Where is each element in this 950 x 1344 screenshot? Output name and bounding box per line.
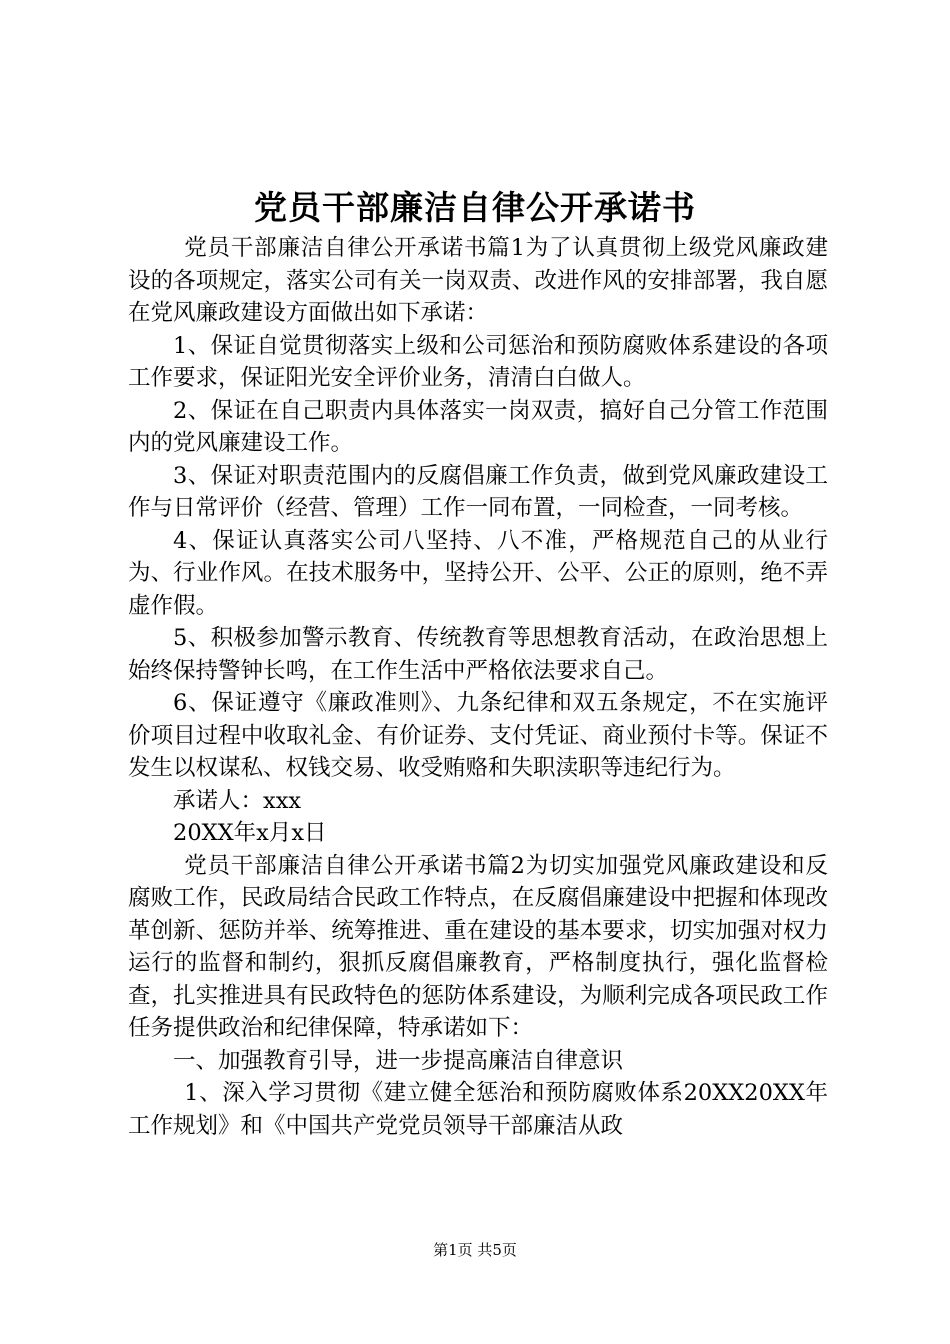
paragraph-item-5: 5、积极参加警示教育、传统教育等思想教育活动，在政治思想上始终保持警钟长鸣，在工作生活中严格依法要求自己。 [128,625,828,684]
date-line: 20XX年x月x日 [173,820,327,846]
paragraph-item-1: 1、保证自觉贯彻落实上级和公司惩治和预防腐败体系建设的各项工作要求，保证阳光安全评价业务，清清白白做人。 [128,332,828,391]
document-body [128,232,828,1142]
page-indicator: 第1页 共5页 [433,1241,517,1259]
paragraph-item-3: 3、保证对职责范围内的反腐倡廉工作负责，做到党风廉政建设工作与日常评价（经营、管理）工作一同布置，一同检查，一同考核。 [128,462,828,521]
paragraph-intro-1: 党员干部廉洁自律公开承诺书篇1为了认真贯彻上级党风廉政建设的各项规定，落实公司有关一岗双责、改进作风的安排部署，我自愿在党风廉政建设方面做出如下承诺： [128,235,828,326]
signature-line: 承诺人：xxx [173,787,302,814]
paragraph-item-6: 6、保证遵守《廉政准则》、九条纪律和双五条规定，不在实施评价项目过程中收取礼金、有价证券、支付凭证、商业预付卡等。保证不发生以权谋私、权钱交易、收受贿赂和失职渎职等违纪行为。 [128,690,828,781]
paragraph-item-4: 4、保证认真落实公司八坚持、八不准，严格规范自己的从业行为、行业作风。在技术服务中，坚持公开、公平、公正的原则，绝不弄虚作假。 [128,527,828,619]
document-title: 党员干部廉洁自律公开承诺书 [254,188,696,227]
paragraph-intro-2: 党员干部廉洁自律公开承诺书篇2为切实加强党风廉政建设和反腐败工作，民政局结合民政工作特点，在反腐倡廉建设中把握和体现改革创新、惩防并举、统筹推进、重在建设的基本要求，切实加强对权力运行的监督和制约，狠抓反腐倡廉教育，严格制度执行，强化监督检查，扎实推进具有民政特色的惩防体系建设，为顺利完成各项民政工作任务提供政治和纪律保障，特承诺如下： [128,852,828,1041]
section-heading-1: 一、加强教育引导，进一步提高廉洁自律意识 [173,1047,624,1074]
paragraph-item-2: 2、保证在自己职责内具体落实一岗双责，搞好自己分管工作范围内的党风廉建设工作。 [128,397,828,456]
paragraph-section-item-1: 1、深入学习贯彻《建立健全惩治和预防腐败体系20XX20XX年工作规划》和《中国共产党党员领导干部廉洁从政 [128,1080,828,1139]
